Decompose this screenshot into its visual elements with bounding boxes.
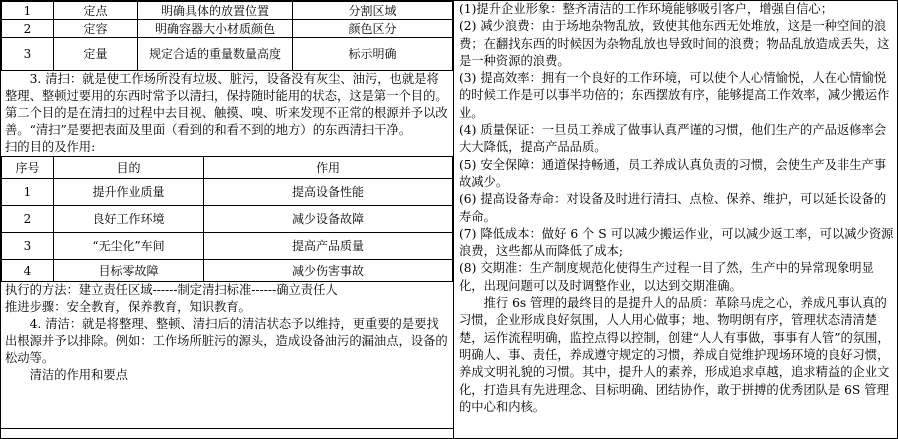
steps-line: 推进步骤：安全教育，保养教育，知识教育。 — [5, 300, 251, 314]
benefit-item: (3) 提高效率：拥有一个良好的工作环境，可以使个人心情愉悦，人在心情愉悦的时候工作是可以事半功倍的；东西摆放有序，能够提高工作效率，减少搬运作业。 — [459, 71, 890, 120]
table-cell: 目标零故障 — [54, 260, 204, 282]
table-cell: 规定合适的重量数量高度 — [138, 38, 293, 71]
benefit-item: (8) 交期准：生产制度规范化使得生产过程一目了然，生产中的异常现象明显化，出现问题可以及时调整作业，以达到交期准确。 — [459, 261, 874, 293]
cleanliness-title: 清洁的作用和要点 — [29, 368, 128, 382]
column-header: 作用 — [204, 157, 453, 179]
clean-section — [1, 71, 453, 156]
table-cell: 减少伤害事故 — [204, 260, 453, 282]
table-cell: 1 — [2, 2, 54, 20]
table-cell: 分割区域 — [293, 2, 453, 20]
benefit-item: (4) 质量保证：一旦员工养成了做事认真严谨的习惯，他们生产的产品返修率会大大降低，提高产品品质。 — [459, 123, 887, 155]
table-cell: “无尘化”车间 — [54, 233, 204, 260]
table-cell: 2 — [2, 20, 54, 38]
left-column — [1, 1, 454, 438]
cleanliness-paragraph: 4. 清洁：就是将整理、整顿、清扫后的清洁状态予以维持，更重要的是要找出根源并予以排除。例如：工作场所脏污的源头，造成设备油污的漏油点，设备的松动等。 — [5, 317, 448, 365]
benefit-item: (7) 降低成本：做好 6 个 S 可以减少搬运作业，可以减少返工率，可以减少资源浪费，这些都从而降低了成本; — [459, 226, 894, 259]
table-cell: 1 — [2, 179, 54, 206]
method-line: 执行的方法：建立责任区域------制定清扫标准------确立责任人 — [5, 283, 338, 297]
benefit-item: (6) 提高设备寿命：对设备及时进行清扫、点检、保养、维护，可以延长设备的寿命。 — [459, 192, 887, 224]
table-cell: 3 — [2, 233, 54, 260]
benefit-item: (2) 减少浪费：由于场地杂物乱放，致使其他东西无处堆放，这是一种空间的浪费；在翻找东西的时候因为杂物乱放也导致时间的浪费；物品乱放造成丢失，这是一种资源的浪费。 — [459, 19, 890, 68]
benefits-list — [454, 1, 897, 416]
fixed-location-table — [1, 1, 453, 71]
table-cell: 定点 — [54, 2, 138, 20]
summary-paragraph: 推行 6s 管理的最终目的是提升人的品质：革除马虎之心，养成凡事认真的习惯，企业形成良好氛围，人人用心做事；地、物明朗有序，管理状态清清楚楚，运作流程明确，监控点得以控制，创建“人人有事做，事事有人管”的氛围，明确人、事、责任，养成遵守规定的习惯，养成自觉维护现场环境的良好习惯，养成文明礼貌的习惯。其中，提升人的素养，形成追求卓越，追求精益的企业文化，打造具有先进理念、目标明确、团结协作，敢于拼搏的优秀团队是 6S 管理的中心和内核。 — [459, 296, 890, 414]
benefit-item: (5) 安全保障：通道保持畅通，员工养成认真负责的习惯，会使生产及非生产事故减少。 — [459, 157, 887, 189]
table-cell: 提高设备性能 — [204, 179, 453, 206]
right-column — [454, 1, 897, 438]
clean-purpose-title: 扫的目的及作用: — [5, 140, 96, 154]
table-row — [2, 38, 453, 71]
column-header: 目的 — [54, 157, 204, 179]
table-row — [2, 179, 453, 206]
clean-intro-paragraph: 3. 清扫：就是使工作场所没有垃圾、脏污，设备没有灰尘、油污，也就是将整理、整顿过要用的东西时常予以清扫，保持随时能用的状态，这是第一个目的。第二个目的是在清扫的过程中去目视、触摸、嗅、听来发现不正常的根源并予以改善。“清扫”是要把表面及里面（看到的和看不到的地方）的东西清扫干净。 — [5, 72, 448, 137]
table-cell: 明确容器大小材质颜色 — [138, 20, 293, 38]
table-row — [2, 2, 453, 20]
table-cell: 颜色区分 — [293, 20, 453, 38]
table-row — [2, 206, 453, 233]
clean-method-section — [1, 282, 453, 384]
table-cell: 提高产品质量 — [204, 233, 453, 260]
table-cell: 标示明确 — [293, 38, 453, 71]
table-row — [2, 233, 453, 260]
table-cell: 提升作业质量 — [54, 179, 204, 206]
benefit-item: (1)提升企业形象：整齐清洁的工作环境能够吸引客户，增强自信心； — [459, 2, 834, 16]
table-cell: 4 — [2, 260, 54, 282]
table-row — [2, 20, 453, 38]
table-cell: 定量 — [54, 38, 138, 71]
column-header: 序号 — [2, 157, 54, 179]
table-row — [2, 260, 453, 282]
table-cell: 2 — [2, 206, 54, 233]
divider — [1, 428, 453, 429]
clean-purpose-table — [1, 156, 453, 282]
table-cell: 良好工作环境 — [54, 206, 204, 233]
table-cell: 减少设备故障 — [204, 206, 453, 233]
table-cell: 3 — [2, 38, 54, 71]
table-cell: 明确具体的放置位置 — [138, 2, 293, 20]
table-header-row — [2, 157, 453, 179]
table-cell: 定容 — [54, 20, 138, 38]
